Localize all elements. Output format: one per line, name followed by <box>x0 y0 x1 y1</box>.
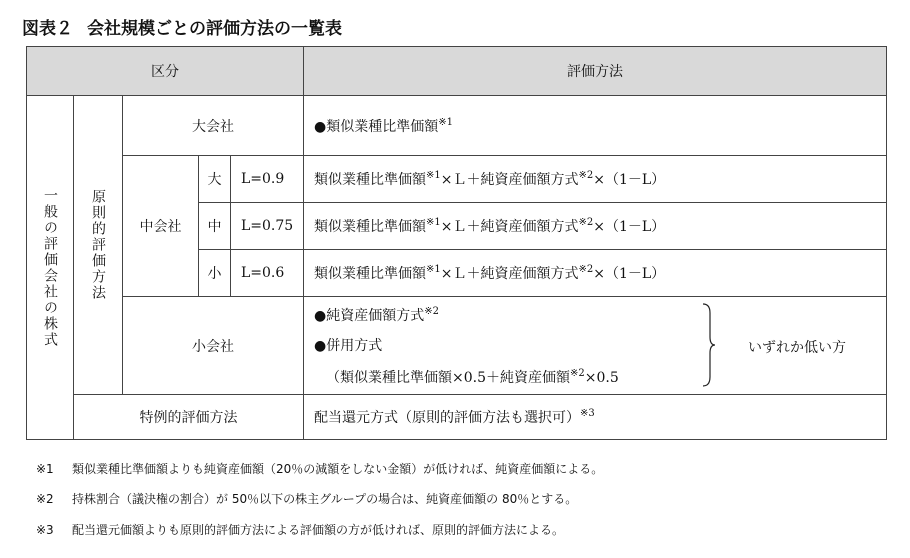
figure-title: 会社規模ごとの評価方法の一覧表 <box>87 19 342 39</box>
note-ref: ※1 <box>426 217 441 228</box>
medium-l-large: L=0.9 <box>231 156 304 203</box>
note-ref: ※1 <box>426 170 441 181</box>
method-text: 類似業種比準価額 <box>314 219 427 235</box>
note-ref: ※2 <box>578 264 594 275</box>
note-ref: ※2 <box>578 217 594 228</box>
group-label: 一般の評価会社の株式 <box>42 187 58 348</box>
right-brace-icon <box>702 303 716 387</box>
method-text: ×0.5 <box>584 370 619 386</box>
method-text: ×（1－L） <box>593 172 666 188</box>
footnote-3 <box>36 521 564 538</box>
small-company-label: 小会社 <box>123 297 304 395</box>
medium-method-row <box>304 156 887 203</box>
special-method <box>304 395 887 440</box>
principle-label: 原則的評価方法 <box>90 189 106 301</box>
figure-number: 図表２ <box>22 19 73 39</box>
method-text: ×Ｌ＋純資産価額方式 <box>440 219 579 235</box>
method-text: 類似業種比準価額 <box>314 172 427 188</box>
method-text: ×Ｌ＋純資産価額方式 <box>440 266 579 282</box>
note-ref: ※2 <box>424 306 439 317</box>
medium-l-medium: L=0.75 <box>231 203 304 250</box>
valuation-table <box>26 46 887 440</box>
small-method-line1 <box>314 305 439 325</box>
note-ref: ※1 <box>438 116 453 128</box>
method-text: ×（1－L） <box>593 266 666 282</box>
note-ref: ※2 <box>578 170 594 181</box>
medium-method-row <box>304 250 887 297</box>
large-company-method <box>304 96 887 156</box>
medium-company-label: 中会社 <box>123 156 199 297</box>
medium-l-small: L=0.6 <box>231 250 304 297</box>
note-ref: ※2 <box>570 368 585 379</box>
footnote-text: 配当還元価額よりも原則的評価方法による評価額の方が低ければ、原則的評価方法による。 <box>72 523 565 537</box>
special-method-label: 特例的評価方法 <box>74 395 304 440</box>
footnote-mark: ※1 <box>36 462 54 476</box>
large-company-label: 大会社 <box>123 96 304 156</box>
note-ref: ※1 <box>426 264 441 275</box>
method-text: ×（1－L） <box>593 219 666 235</box>
footnote-mark: ※3 <box>36 523 54 537</box>
method-text: 配当還元方式（原則的評価方法も選択可） <box>314 410 581 426</box>
medium-method-row <box>304 203 887 250</box>
method-text: 類似業種比準価額 <box>314 266 427 282</box>
footnote-text: 類似業種比準価額よりも純資産価額（20％の減額をしない金額）が低ければ、純資産価額による。 <box>72 462 604 476</box>
small-method-line3 <box>326 367 619 387</box>
footnote-2 <box>36 490 577 507</box>
medium-size-small: 小 <box>199 250 231 297</box>
footnote-1 <box>36 460 603 477</box>
method-text: ×Ｌ＋純資産価額方式 <box>440 172 579 188</box>
page-title <box>22 14 342 39</box>
small-method-line2: ●併用方式 <box>314 338 383 354</box>
note-ref: ※3 <box>580 408 595 419</box>
header-category: 区分 <box>27 47 304 96</box>
method-text: （類似業種比準価額×0.5＋純資産価額 <box>326 370 571 386</box>
header-method: 評価方法 <box>304 47 887 96</box>
footnote-text: 持株割合（議決権の割合）が 50％以下の株主グループの場合は、純資産価額の 80％とする。 <box>72 492 578 506</box>
group-label-cell <box>27 96 74 440</box>
principle-label-cell <box>74 96 123 395</box>
footnote-mark: ※2 <box>36 492 54 506</box>
small-company-method <box>304 297 887 395</box>
method-text: ●純資産価額方式 <box>314 308 425 324</box>
large-method-text: ●類似業種比準価額 <box>314 118 439 135</box>
medium-size-large: 大 <box>199 156 231 203</box>
brace-label: いずれか低い方 <box>748 340 847 356</box>
medium-size-medium: 中 <box>199 203 231 250</box>
